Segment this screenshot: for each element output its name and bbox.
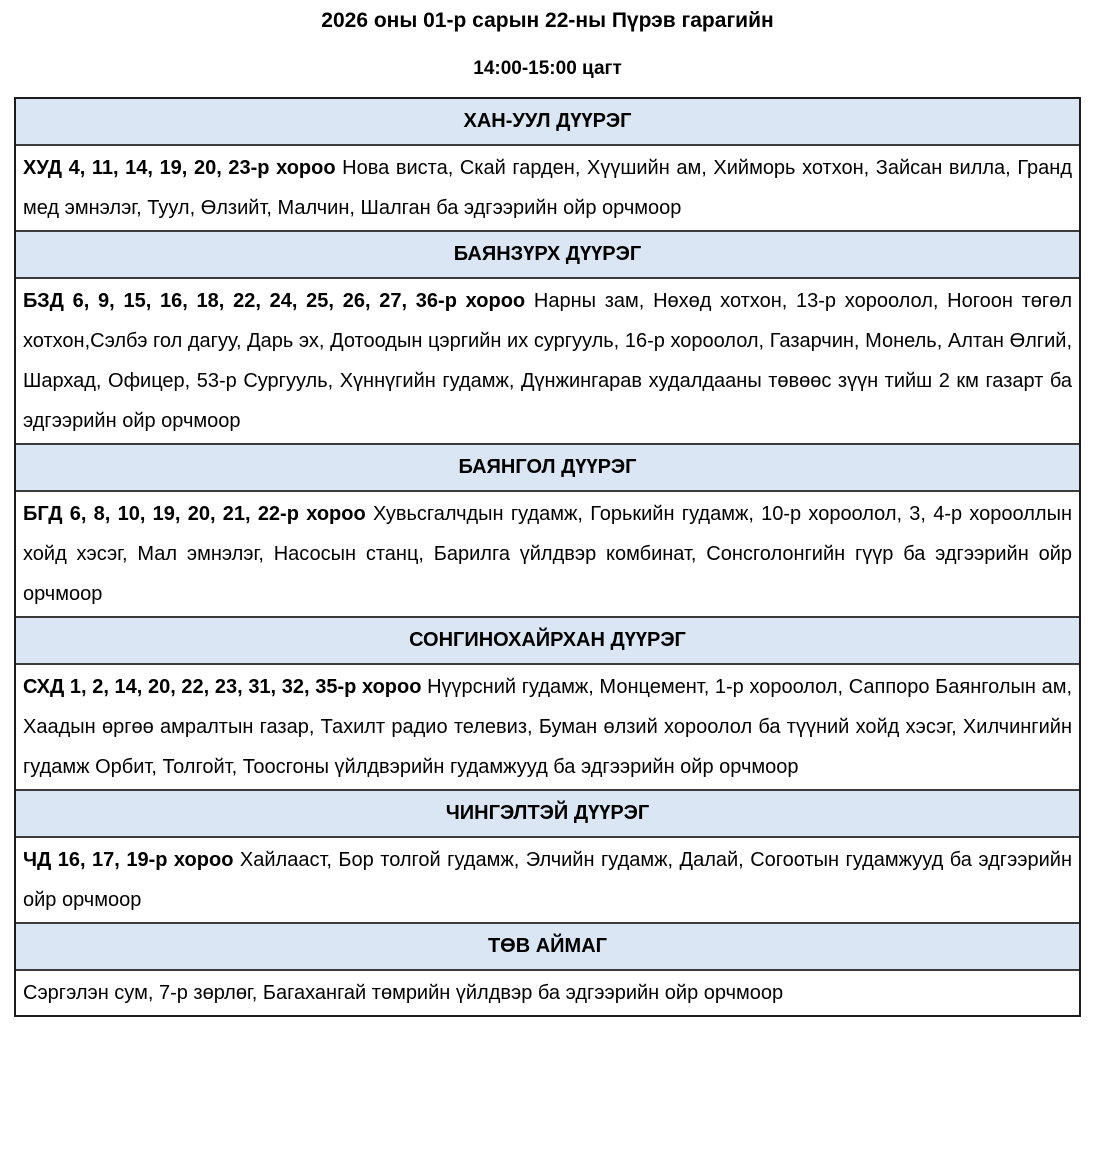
district-section xyxy=(16,230,1079,443)
outage-table xyxy=(14,97,1081,1017)
district-header: ЧИНГЭЛТЭЙ ДҮҮРЭГ xyxy=(16,789,1079,838)
district-body xyxy=(16,838,1079,922)
page-title: 2026 оны 01-р сарын 22-ны Пүрэв гарагийн xyxy=(321,9,774,32)
khoroo-list-bold: ЧД 16, 17, 19-р хороо xyxy=(23,849,240,871)
district-section xyxy=(16,443,1079,616)
khoroo-list-bold: БГД 6, 8, 10, 19, 20, 21, 22-р хороо xyxy=(23,503,373,525)
area-description: Нова виста, Скай гарден, Хүүшийн ам, Хийморь хотхон, Зайсан вилла, Гранд мед эмнэлэг, Туул, Өлзийт, Малчин, Шалган ба эдгээрийн ойр орчмоор xyxy=(23,157,1072,219)
area-description: Хайлааст, Бор толгой гудамж, Элчийн гудамж, Далай, Согоотын гудамжууд ба эдгээрийн ойр орчмоор xyxy=(23,849,1072,911)
district-section xyxy=(16,616,1079,789)
district-body xyxy=(16,665,1079,789)
district-body xyxy=(16,492,1079,616)
district-header: БАЯНГОЛ ДҮҮРЭГ xyxy=(16,443,1079,492)
district-body xyxy=(16,971,1079,1015)
area-description: Сэргэлэн сум, 7-р зөрлөг, Багахангай төмрийн үйлдвэр ба эдгээрийн ойр орчмоор xyxy=(23,982,784,1004)
khoroo-list-bold: ХУД 4, 11, 14, 19, 20, 23-р хороо xyxy=(23,157,343,179)
district-header: ХАН-УУЛ ДҮҮРЭГ xyxy=(16,99,1079,146)
khoroo-list-bold: БЗД 6, 9, 15, 16, 18, 22, 24, 25, 26, 27, 36-р хороо xyxy=(23,290,534,312)
district-body xyxy=(16,146,1079,230)
district-section xyxy=(16,99,1079,230)
area-description: Хувьсгалчдын гудамж, Горькийн гудамж, 10-р хороолол, 3, 4-р хорооллын хойд хэсэг, Мал эмнэлэг, Насосын станц, Барилга үйлдвэр комбинат, Сонсголонгийн гүүр ба эдгээрийн ойр орчмоор xyxy=(23,503,1072,605)
khoroo-list-bold: СХД 1, 2, 14, 20, 22, 23, 31, 32, 35-р хороо xyxy=(23,676,428,698)
district-header: ТӨВ АЙМАГ xyxy=(16,922,1079,971)
district-header: БАЯНЗҮРХ ДҮҮРЭГ xyxy=(16,230,1079,279)
area-description: Нүүрсний гудамж, Монцемент, 1-р хороолол, Саппоро Баянголын ам, Хаадын өргөө амралтын газар, Тахилт радио телевиз, Буман өлзий хороолол ба түүний хойд хэсэг, Хилчингийн гудамж Орбит, Толгойт, Тоосгоны үйлдвэрийн гудамжууд ба эдгээрийн ойр орчмоор xyxy=(23,676,1072,778)
district-body xyxy=(16,279,1079,443)
area-description: Нарны зам, Нөхөд хотхон, 13-р хороолол, Ногоон төгөл хотхон,Сэлбэ гол дагуу, Дарь эх, Дотоодын цэргийн их сургууль, 16-р хороолол, Газарчин, Монель, Алтан Өлгий, Шархад, Офицер, 53-р Сургууль, Хүннүгийн гудамж, Дүнжингарав худалдааны төвөөс зүүн тийш 2 км газарт ба эдгээрийн ойр орчмоор xyxy=(23,290,1072,432)
district-section xyxy=(16,789,1079,922)
page-subtitle: 14:00-15:00 цагт xyxy=(473,58,622,79)
district-header: СОНГИНОХАЙРХАН ДҮҮРЭГ xyxy=(16,616,1079,665)
district-section xyxy=(16,922,1079,1015)
